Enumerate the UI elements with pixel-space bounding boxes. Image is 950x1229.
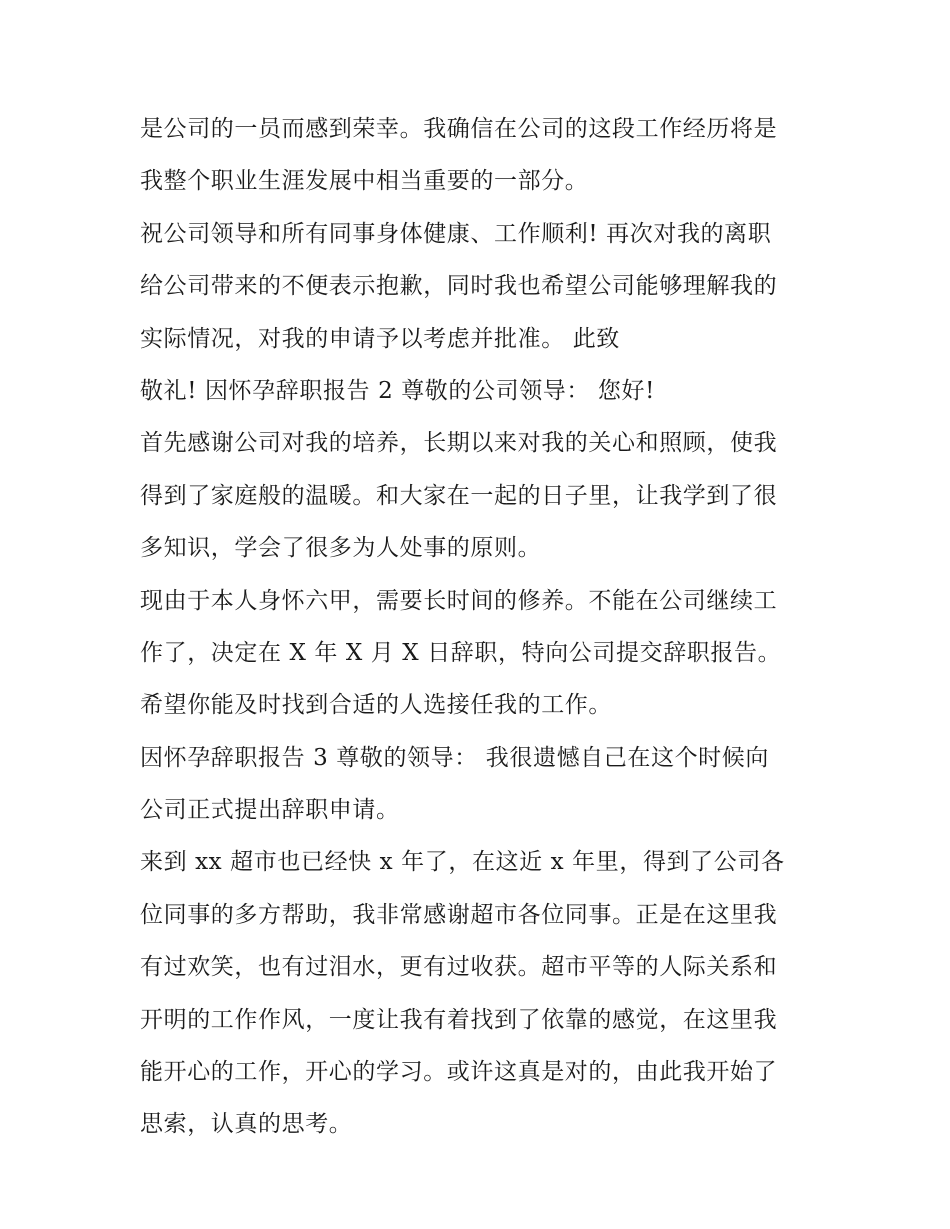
text-line: 因怀孕辞职报告 3 尊敬的领导： 我很遗憾自己在这个时候向 <box>140 744 769 771</box>
text-line: 作了，决定在 X 年 X 月 X 日辞职，特向公司提交辞职报告。 <box>140 639 782 666</box>
text-line: 多知识，学会了很多为人处事的原则。 <box>140 535 542 562</box>
text-line: 实际情况，对我的申请予以考虑并批准。 此致 <box>140 325 620 352</box>
text-line: 能开心的工作，开心的学习。或许这真是对的，由此我开始了 <box>140 1059 778 1086</box>
text-line: 思索，认真的思考。 <box>140 1111 353 1138</box>
text-line: 得到了家庭般的温暖。和大家在一起的日子里，让我学到了很 <box>140 482 778 509</box>
text-line: 给公司带来的不便表示抱歉，同时我也希望公司能够理解我的 <box>140 273 778 300</box>
text-line: 公司正式提出辞职申请。 <box>140 797 400 824</box>
text-line: 开明的工作作风，一度让我有着找到了依靠的感觉，在这里我 <box>140 1006 778 1033</box>
text-line: 首先感谢公司对我的培养，长期以来对我的关心和照顾，使我 <box>140 430 778 457</box>
text-line: 有过欢笑，也有过泪水，更有过收获。超市平等的人际关系和 <box>140 954 778 981</box>
text-line: 位同事的多方帮助，我非常感谢超市各位同事。正是在这里我 <box>140 901 778 928</box>
text-line: 是公司的一员而感到荣幸。我确信在公司的这段工作经历将是 <box>140 116 778 142</box>
text-line: 敬礼! 因怀孕辞职报告 2 尊敬的公司领导： 您好! <box>140 377 655 404</box>
text-line: 希望你能及时找到合适的人选接任我的工作。 <box>140 692 612 719</box>
text-line: 祝公司领导和所有同事身体健康、工作顺利! 再次对我的离职 <box>140 220 772 247</box>
text-line: 我整个职业生涯发展中相当重要的一部分。 <box>140 168 589 195</box>
text-line: 现由于本人身怀六甲，需要长时间的修养。不能在公司继续工 <box>140 587 778 614</box>
text-line: 来到 xx 超市也已经快 x 年了，在这近 x 年里，得到了公司各 <box>140 849 785 876</box>
